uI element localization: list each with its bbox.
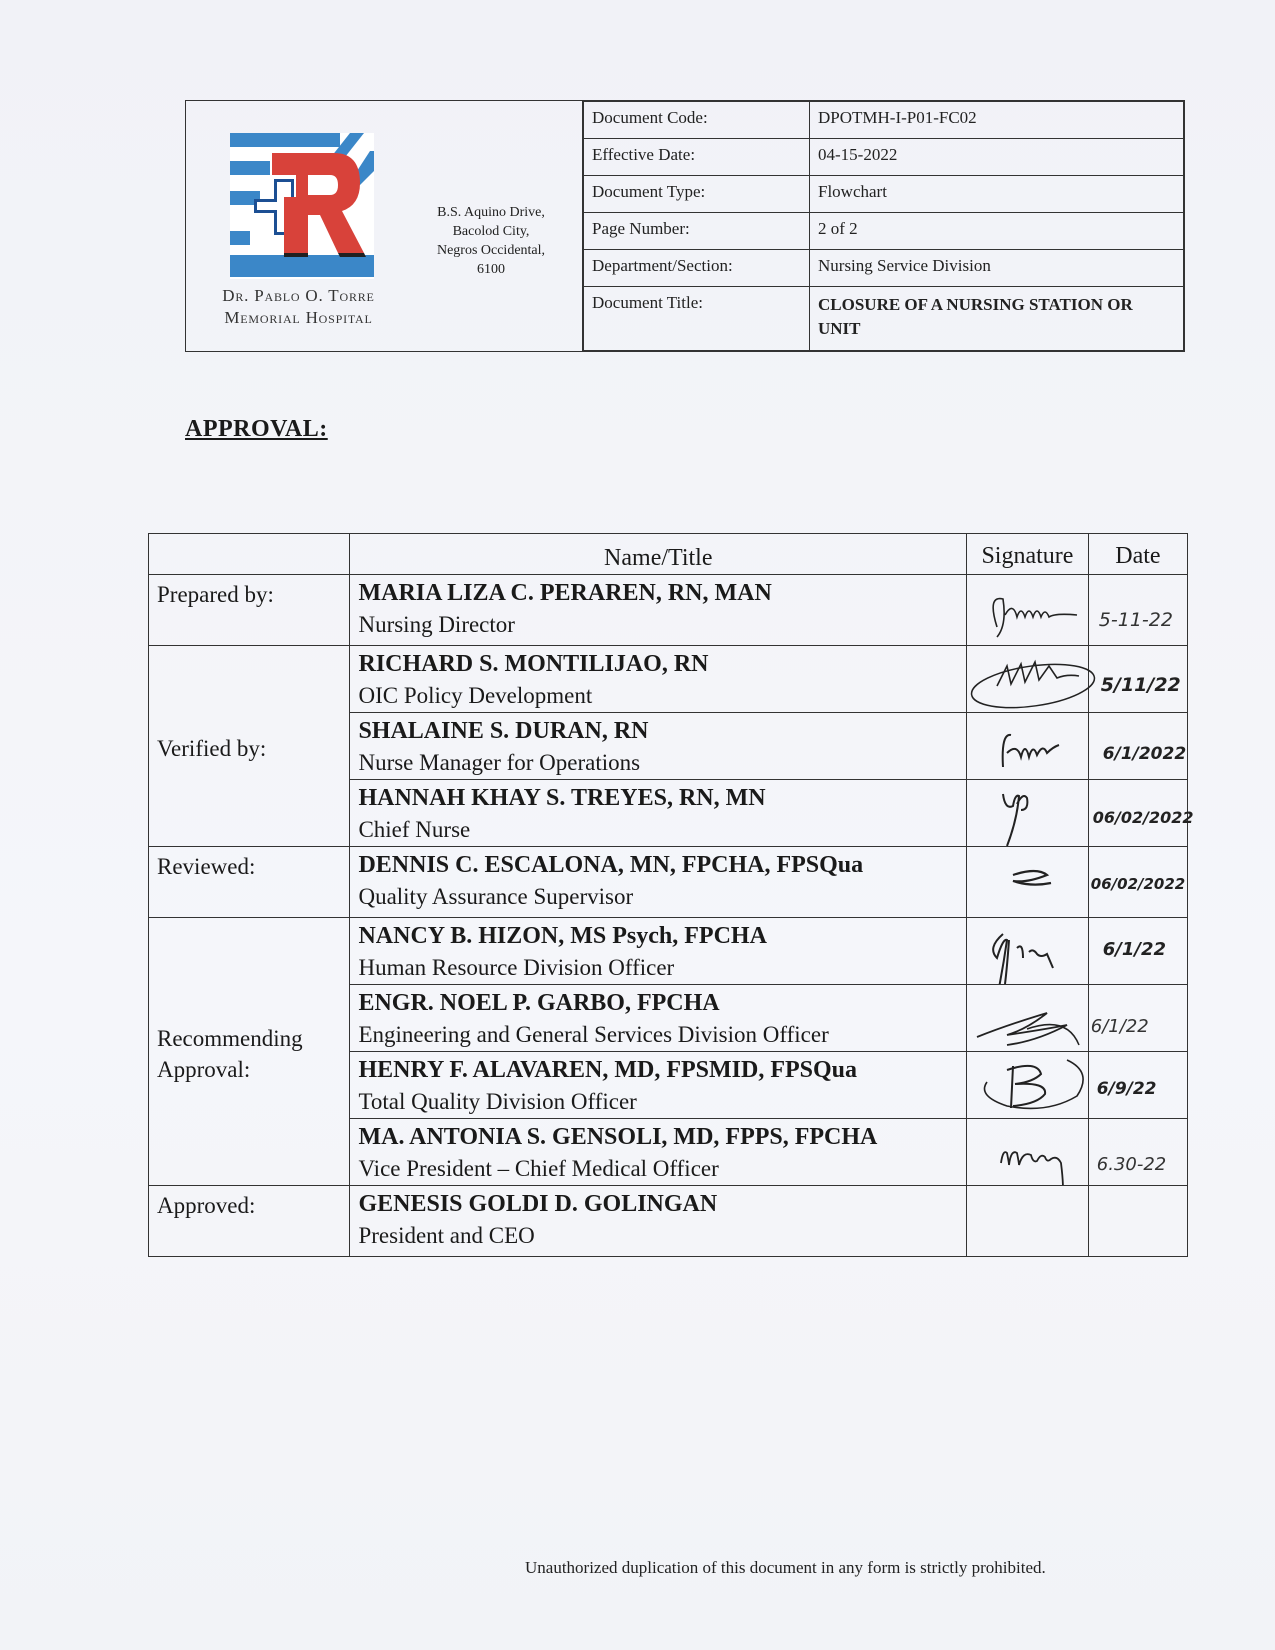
person-cell [350, 1186, 967, 1257]
person-title: Engineering and General Services Division Officer [358, 1022, 829, 1047]
hospital-name-line2: Memorial Hospital [224, 308, 373, 327]
name-title-header: Name/Title [350, 534, 967, 575]
info-value: 04-15-2022 [810, 139, 1184, 176]
info-value: 2 of 2 [810, 213, 1184, 250]
info-label: Document Code: [584, 102, 810, 139]
handwritten-date: 6.30-22 [1096, 1154, 1167, 1175]
handwritten-date: 06/02/2022 [1092, 808, 1194, 827]
address-line: B.S. Aquino Drive, [437, 205, 545, 220]
signature-cell [967, 575, 1089, 646]
signature-mark [967, 985, 1097, 1051]
date-cell [1088, 780, 1194, 847]
hospital-name-line1: Dr. Pablo O. Torre [222, 286, 375, 305]
person-name: GENESIS GOLDI D. GOLINGAN [358, 1191, 718, 1217]
signature-cell [967, 713, 1089, 780]
approval-row [149, 646, 1188, 713]
person-cell [350, 985, 967, 1052]
person-cell [350, 1052, 967, 1119]
signature-mark [967, 780, 1097, 846]
document-title-value: CLOSURE OF A NURSING STATION OR UNIT [810, 287, 1184, 351]
approval-row [149, 575, 1188, 646]
signature-cell [967, 985, 1089, 1052]
info-label: Effective Date: [584, 139, 810, 176]
person-title: President and CEO [358, 1223, 535, 1248]
person-cell [350, 918, 967, 985]
date-cell [1088, 1119, 1187, 1186]
handwritten-date: 6/1/22 [1102, 939, 1167, 960]
person-title: Chief Nurse [358, 817, 471, 842]
handwritten-date: 6/1/2022 [1102, 744, 1187, 764]
handwritten-date: 06/02/2022 [1090, 875, 1186, 893]
info-label: Document Title: [584, 287, 810, 351]
info-label: Department/Section: [584, 250, 810, 287]
role-label: Verified by: [149, 646, 350, 847]
role-label: Approved: [149, 1186, 350, 1257]
document-header [185, 100, 1185, 352]
signature-header: Signature [967, 534, 1089, 575]
approval-row [149, 847, 1188, 918]
info-value: DPOTMH-I-P01-FC02 [810, 102, 1184, 139]
signature-mark [967, 575, 1097, 641]
hospital-name [196, 285, 401, 329]
info-row [584, 250, 1184, 287]
person-name: HANNAH KHAY S. TREYES, RN, MN [358, 785, 766, 811]
person-cell [350, 1119, 967, 1186]
person-name: MA. ANTONIA S. GENSOLI, MD, FPPS, FPCHA [358, 1124, 878, 1150]
person-cell [350, 847, 967, 918]
person-name: NANCY B. HIZON, MS Psych, FPCHA [358, 923, 767, 949]
signature-cell [967, 1119, 1089, 1186]
approval-table [148, 533, 1194, 1257]
person-cell [350, 780, 967, 847]
person-name: RICHARD S. MONTILIJAO, RN [358, 651, 709, 677]
info-label: Page Number: [584, 213, 810, 250]
role-label-line2: Approval: [157, 1056, 251, 1082]
signature-mark [967, 1052, 1097, 1118]
person-title: Vice President – Chief Medical Officer [358, 1156, 719, 1181]
person-name: SHALAINE S. DURAN, RN [358, 718, 649, 744]
person-title: Nursing Director [358, 612, 515, 637]
role-label-line1: Recommending [157, 1025, 303, 1051]
person-cell [350, 575, 967, 646]
info-label: Document Type: [584, 176, 810, 213]
document-info-table [583, 101, 1184, 351]
approval-heading: APPROVAL: [185, 416, 328, 442]
person-title: Quality Assurance Supervisor [358, 884, 634, 909]
signature-mark [967, 713, 1097, 779]
date-cell [1088, 847, 1187, 918]
info-value: Flowchart [810, 176, 1184, 213]
signature-cell [967, 918, 1089, 985]
signature-cell [967, 780, 1089, 847]
address-line: 6100 [477, 262, 505, 277]
signature-cell [967, 1186, 1089, 1257]
address-line: Bacolod City, [452, 224, 530, 239]
info-row [584, 139, 1184, 176]
date-cell [1088, 575, 1187, 646]
signature-cell [967, 847, 1089, 918]
person-title: OIC Policy Development [358, 683, 593, 708]
approval-row [149, 918, 1188, 985]
info-row [584, 287, 1184, 351]
info-row [584, 176, 1184, 213]
date-cell [1088, 646, 1187, 713]
approval-row [149, 1186, 1188, 1257]
role-label [149, 918, 350, 1186]
signature-cell [967, 646, 1089, 713]
person-name: HENRY F. ALAVAREN, MD, FPSMID, FPSQua [358, 1057, 858, 1083]
hospital-logo-icon [224, 131, 384, 281]
info-row [584, 213, 1184, 250]
address-line: Negros Occidental, [436, 243, 546, 258]
person-title: Total Quality Division Officer [358, 1089, 637, 1114]
signature-mark [967, 847, 1097, 913]
person-name: ENGR. NOEL P. GARBO, FPCHA [358, 990, 720, 1016]
date-header: Date [1088, 534, 1187, 575]
signature-mark [967, 918, 1097, 984]
hospital-logo-cell [186, 101, 583, 351]
hospital-address [416, 203, 566, 279]
date-cell [1088, 918, 1187, 985]
info-value: Nursing Service Division [810, 250, 1184, 287]
approval-header-row [149, 534, 1188, 575]
signature-cell [967, 1052, 1089, 1119]
role-label: Reviewed: [149, 847, 350, 918]
role-label: Prepared by: [149, 575, 350, 646]
person-cell [350, 646, 967, 713]
handwritten-date: 6/1/22 [1090, 1016, 1149, 1037]
footer-notice: Unauthorized duplication of this document in any form is strictly prohibited. [525, 1558, 1046, 1577]
person-title: Human Resource Division Officer [358, 955, 675, 980]
signature-mark [967, 646, 1097, 712]
info-row [584, 102, 1184, 139]
handwritten-date: 6/9/22 [1096, 1079, 1157, 1099]
person-name: DENNIS C. ESCALONA, MN, FPCHA, FPSQua [358, 852, 864, 878]
handwritten-date: 5/11/22 [1100, 674, 1181, 696]
handwritten-date: 5-11-22 [1098, 609, 1173, 631]
date-cell [1088, 985, 1187, 1052]
date-cell [1088, 1052, 1187, 1119]
date-cell [1088, 1186, 1187, 1257]
signature-mark [967, 1119, 1097, 1185]
person-name: MARIA LIZA C. PERAREN, RN, MAN [358, 580, 772, 606]
role-header [149, 534, 350, 575]
person-cell [350, 713, 967, 780]
person-title: Nurse Manager for Operations [358, 750, 641, 775]
date-cell [1088, 713, 1187, 780]
